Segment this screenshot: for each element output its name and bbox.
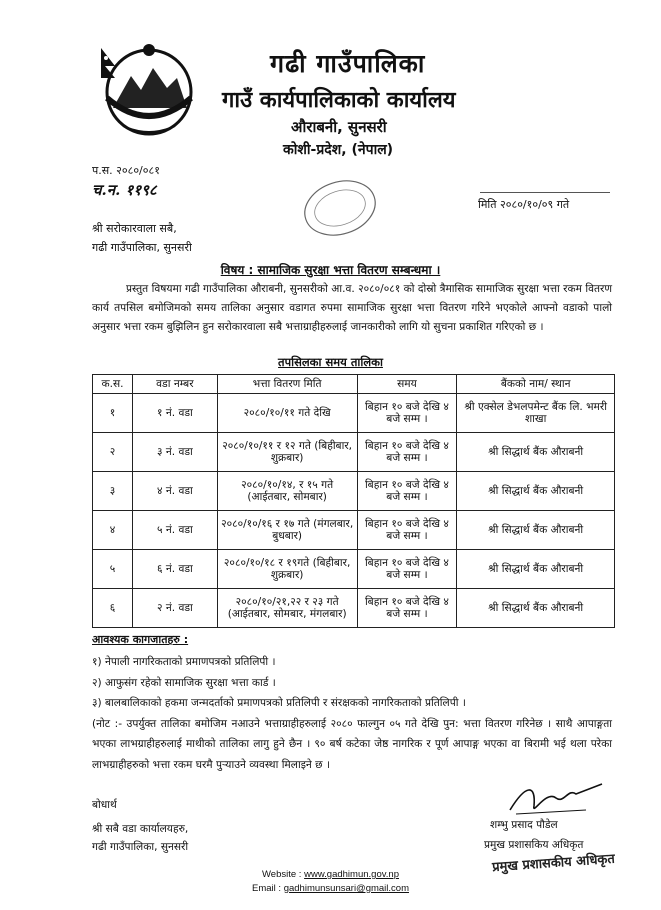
- cell-bank: श्री सिद्धार्थ बैंक औराबनी: [457, 550, 615, 589]
- cell-date: २०८०/१०/११ गते देखि: [217, 394, 357, 433]
- cell-ward: ५ नं. वडा: [132, 511, 217, 550]
- cell-bank: श्री सिद्धार्थ बैंक औराबनी: [457, 433, 615, 472]
- list-item: २) आफुसंग रहेको सामाजिक सुरक्षा भत्ता कार्ड ।: [92, 676, 276, 689]
- cell-bank: श्री सिद्धार्थ बैंक औराबनी: [457, 511, 615, 550]
- cell-sn: ४: [93, 511, 133, 550]
- office-seal: [300, 178, 380, 238]
- letter-subject: [0, 261, 661, 278]
- cell-bank: श्री सिद्धार्थ बैंक औराबनी: [457, 589, 615, 628]
- table-row: [93, 394, 615, 433]
- cell-date: २०८०/१०/१६ र १७ गते (मंगलबार, बुधबार): [217, 511, 357, 550]
- municipality-title: गढी गाउँपालिका: [270, 49, 426, 78]
- cc-label: बोधार्थ: [92, 799, 117, 811]
- signer-name: शम्भु प्रसाद पौडेल: [490, 819, 558, 831]
- documents-title: आवश्यक कागजातहरु :: [92, 633, 189, 646]
- header-time: समय: [357, 375, 457, 394]
- letter-body: [92, 280, 612, 337]
- header-sn: क.स.: [93, 375, 133, 394]
- cell-ward: १ नं. वडा: [132, 394, 217, 433]
- table-row: [93, 511, 615, 550]
- note-paragraph: (नोट :- उपर्युक्त तालिका बमोजिम नआउने भत्ताग्राहीहरुलाई २०८० फाल्गुन ०५ गते देखि पुन: भत्ता वितरण गरिनेछ । साथै आपाङ्गता भएका लाभग्राहीहरुलाई माथीको तालिका लागु हुने छैन । ९० बर्ष कटेका जेष्ठ नागरिक र पूर्ण आपाङ्ग भएका वा बिरामी भई थला परेका लाभग्राहीहरुको भत्ता रकम घरमै पुऱ्याउने व्यवस्था मिलाइने छ ।: [92, 717, 612, 771]
- cell-ward: ६ नं. वडा: [132, 550, 217, 589]
- cell-sn: २: [93, 433, 133, 472]
- cell-sn: ६: [93, 589, 133, 628]
- cell-bank: श्री सिद्धार्थ बैंक औराबनी: [457, 472, 615, 511]
- website-line: [0, 869, 661, 880]
- cell-ward: २ नं. वडा: [132, 589, 217, 628]
- table-row: [93, 550, 615, 589]
- cell-time: बिहान १० बजे देखि ४ बजे सम्म ।: [357, 511, 457, 550]
- cell-sn: ३: [93, 472, 133, 511]
- office-province: कोशी-प्रदेश, (नेपाल): [283, 142, 394, 158]
- cell-time: बिहान १० बजे देखि ४ बजे सम्म ।: [357, 394, 457, 433]
- documents-list: [92, 652, 612, 775]
- cell-date: २०८०/१०/२१,२२ र २३ गते (आईतबार, सोमबार, मंगलबार): [217, 589, 357, 628]
- table-row: [93, 433, 615, 472]
- website-link[interactable]: www.gadhimun.gov.np: [304, 869, 399, 880]
- schedule-header-row: [93, 375, 615, 394]
- cell-ward: ४ नं. वडा: [132, 472, 217, 511]
- office-location: औराबनी, सुनसरी: [291, 118, 387, 136]
- officer-stamp: प्रमुख प्रशासकीय अधिकृत: [491, 851, 616, 876]
- cell-sn: ५: [93, 550, 133, 589]
- subject-text: विषय : सामाजिक सुरक्षा भत्ता वितरण सम्बन्धमा ।: [220, 263, 441, 277]
- email-link[interactable]: gadhimunsunsari@gmail.com: [283, 883, 409, 894]
- cell-ward: ३ नं. वडा: [132, 433, 217, 472]
- cell-time: बिहान १० बजे देखि ४ बजे सम्म ।: [357, 433, 457, 472]
- list-item: १) नेपाली नागरिकताको प्रमाणपत्रको प्रतिलिपी ।: [92, 656, 276, 668]
- addressee-line-2: गढी गाउँपालिका, सुनसरी: [92, 241, 192, 254]
- cell-time: बिहान १० बजे देखि ४ बजे सम्म ।: [357, 550, 457, 589]
- email-label: Email :: [252, 883, 284, 894]
- table-row: [93, 589, 615, 628]
- website-label: Website :: [262, 869, 305, 880]
- nepal-government-emblem: [93, 38, 205, 140]
- cc-line-2: गढी गाउँपालिका, सुनसरी: [92, 841, 189, 853]
- cell-date: २०८०/१०/११ र १२ गते (बिहीबार, शुक्रबार): [217, 433, 357, 472]
- list-item: ३) बालबालिकाको हकमा जन्मदर्ताको प्रमाणपत्रको प्रतिलिपी र संरक्षकको नागरिकताको प्रतिलिपी ।: [92, 697, 466, 709]
- table-row: [93, 472, 615, 511]
- fiscal-year-ref: प.स. २०८०/०८१: [92, 164, 160, 177]
- cell-date: २०८०/१०/१४, र १५ गते (आईतबार, सोमबार): [217, 472, 357, 511]
- schedule-title: तपसिलका समय तालिका: [278, 355, 383, 369]
- cell-bank: श्री एक्सेल डेभलपमेन्ट बैंक लि. भमरी शाखा: [457, 394, 615, 433]
- email-line: [0, 883, 661, 894]
- date-divider: [480, 192, 610, 193]
- cc-line-1: श्री सबै वडा कार्यालयहरु,: [92, 823, 189, 835]
- header-bank: बैंकको नाम/ स्थान: [457, 375, 615, 394]
- cell-time: बिहान १० बजे देखि ४ बजे सम्म ।: [357, 472, 457, 511]
- dispatch-number: च.न. ११९८: [92, 181, 157, 199]
- schedule-table: [92, 374, 615, 628]
- office-title: गाउँ कार्यपालिकाको कार्यालय: [222, 88, 456, 113]
- header-ward: वडा नम्बर: [132, 375, 217, 394]
- letter-date: मिति २०८०/१०/०९ गते: [478, 198, 570, 211]
- signer-title: प्रमुख प्रशासकिय अधिकृत: [484, 839, 584, 851]
- body-paragraph: प्रस्तुत विषयमा गढी गाउँपालिका औराबनी, सुनसरीको आ.व. २०८०/०८१ को दोस्रो त्रैमासिक सामाजिक सुरक्षा भत्ता रकम वितरण कार्य तपसिल बमोजिमको समय तालिका अनुसार वडागत रुपमा सामाजिक सुरक्षा भत्ता वितरण गरिने भएकोले आफ्नो वडाको पालो अनुसार भत्ता रकम बुझिलिन हुन सरोकारवाला सबै भत्ताग्राहीहरुलाई जानकारीको लागि यो सुचना प्रकाशित गरिएको छ ।: [92, 283, 612, 333]
- cell-sn: १: [93, 394, 133, 433]
- cell-time: बिहान १० बजे देखि ४ बजे सम्म ।: [357, 589, 457, 628]
- header-date: भत्ता वितरण मिति: [217, 375, 357, 394]
- signature: [506, 780, 606, 820]
- addressee-line-1: श्री सरोकारवाला सबै,: [92, 222, 177, 235]
- cell-date: २०८०/१०/१८ र १९गते (बिहीबार, शुक्रबार): [217, 550, 357, 589]
